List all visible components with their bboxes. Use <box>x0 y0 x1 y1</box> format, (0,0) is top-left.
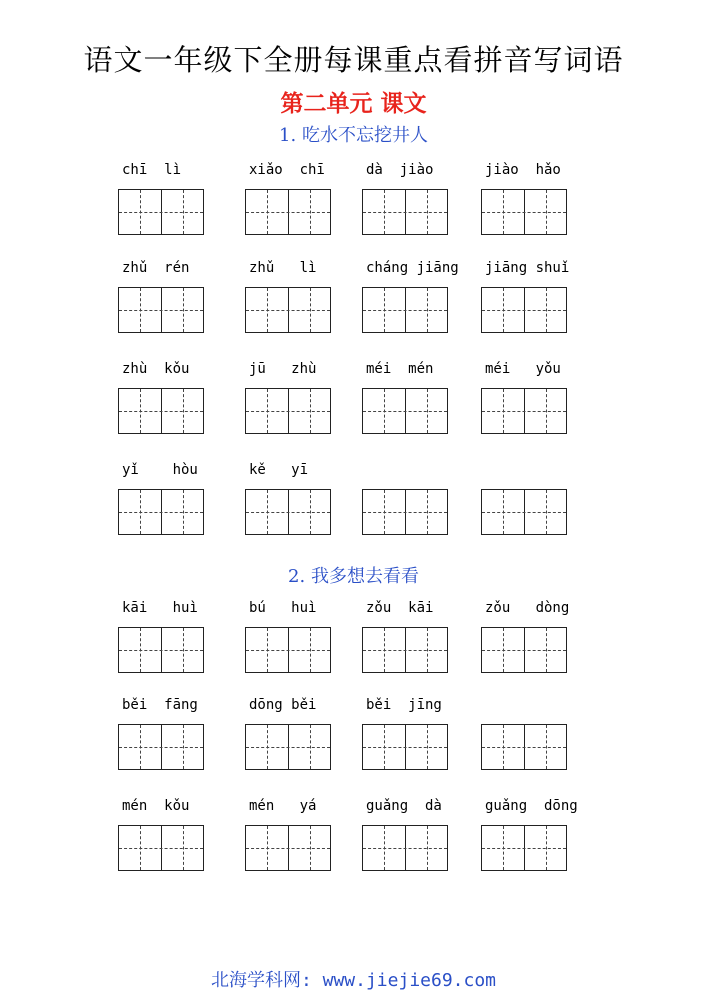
grid-guide <box>246 411 330 412</box>
grid-guide <box>267 389 268 433</box>
grid-guide <box>310 826 311 870</box>
grid-guide <box>140 628 141 672</box>
grid-guide <box>183 725 184 769</box>
grid-guide <box>384 725 385 769</box>
grid-guide <box>503 288 504 332</box>
grid-guide <box>546 490 547 534</box>
grid-guide <box>310 190 311 234</box>
grid-guide <box>363 650 447 651</box>
writing-grid[interactable] <box>481 189 567 235</box>
grid-guide <box>482 512 566 513</box>
grid-guide <box>119 310 203 311</box>
pinyin-label: mén kǒu <box>122 798 190 814</box>
grid-guide <box>246 212 330 213</box>
pinyin-label: běi fāng <box>122 697 198 713</box>
grid-guide <box>546 190 547 234</box>
grid-guide <box>427 490 428 534</box>
grid-guide <box>427 190 428 234</box>
grid-guide <box>384 288 385 332</box>
grid-guide <box>246 747 330 748</box>
grid-guide <box>310 490 311 534</box>
pinyin-label: chī lì <box>122 162 182 178</box>
grid-guide <box>427 288 428 332</box>
grid-guide <box>546 826 547 870</box>
grid-guide <box>140 490 141 534</box>
writing-grid[interactable] <box>118 287 204 333</box>
grid-guide <box>267 190 268 234</box>
unit-heading: 第二单元 课文 <box>280 90 427 117</box>
grid-guide <box>119 848 203 849</box>
grid-guide <box>503 190 504 234</box>
grid-guide <box>119 650 203 651</box>
pinyin-label: jiào hǎo <box>485 162 561 178</box>
grid-guide <box>503 826 504 870</box>
writing-grid[interactable] <box>245 388 331 434</box>
grid-guide <box>363 747 447 748</box>
grid-guide <box>183 389 184 433</box>
writing-grid[interactable] <box>362 189 448 235</box>
pinyin-label: méi mén <box>366 361 434 377</box>
grid-guide <box>503 628 504 672</box>
writing-grid[interactable] <box>362 388 448 434</box>
grid-guide <box>363 212 447 213</box>
pinyin-label: cháng jiāng <box>366 260 459 276</box>
grid-guide <box>310 725 311 769</box>
writing-grid[interactable] <box>481 724 567 770</box>
writing-grid[interactable] <box>245 489 331 535</box>
writing-grid[interactable] <box>481 627 567 673</box>
grid-guide <box>310 628 311 672</box>
grid-guide <box>267 826 268 870</box>
grid-guide <box>310 389 311 433</box>
pinyin-label: guǎng dōng <box>485 798 578 814</box>
pinyin-label: mén yá <box>249 798 317 814</box>
grid-guide <box>363 512 447 513</box>
grid-guide <box>140 826 141 870</box>
writing-grid[interactable] <box>118 189 204 235</box>
grid-guide <box>503 490 504 534</box>
writing-grid[interactable] <box>118 724 204 770</box>
grid-guide <box>384 389 385 433</box>
grid-guide <box>384 628 385 672</box>
grid-guide <box>546 288 547 332</box>
grid-guide <box>140 190 141 234</box>
grid-guide <box>183 190 184 234</box>
writing-grid[interactable] <box>362 724 448 770</box>
grid-guide <box>546 389 547 433</box>
pinyin-label: zhǔ rén <box>122 260 190 276</box>
writing-grid[interactable] <box>481 287 567 333</box>
writing-grid[interactable] <box>481 388 567 434</box>
pinyin-label: jū zhù <box>249 361 317 377</box>
grid-guide <box>267 288 268 332</box>
grid-guide <box>119 747 203 748</box>
grid-guide <box>119 512 203 513</box>
pinyin-label: zǒu dòng <box>485 600 570 616</box>
pinyin-label: kě yī <box>249 462 309 478</box>
grid-guide <box>140 288 141 332</box>
pinyin-label: bú huì <box>249 600 317 616</box>
grid-guide <box>427 389 428 433</box>
grid-guide <box>363 310 447 311</box>
grid-guide <box>363 848 447 849</box>
writing-grid[interactable] <box>118 825 204 871</box>
writing-grid[interactable] <box>118 388 204 434</box>
writing-grid[interactable] <box>245 724 331 770</box>
pinyin-label: jiāng shuǐ <box>485 260 570 276</box>
pinyin-label: běi jīng <box>366 697 442 713</box>
grid-guide <box>119 411 203 412</box>
grid-guide <box>482 310 566 311</box>
grid-guide <box>482 848 566 849</box>
pinyin-label: zhù kǒu <box>122 361 190 377</box>
pinyin-label: zhǔ lì <box>249 260 317 276</box>
grid-guide <box>246 650 330 651</box>
grid-guide <box>384 826 385 870</box>
pinyin-label: méi yǒu <box>485 361 561 377</box>
grid-guide <box>503 389 504 433</box>
pinyin-label: dōng běi <box>249 697 317 713</box>
lesson-title: 1. 吃水不忘挖井人 <box>279 125 428 146</box>
grid-guide <box>310 288 311 332</box>
writing-grid[interactable] <box>118 627 204 673</box>
grid-guide <box>427 628 428 672</box>
pinyin-label: yǐ hòu <box>122 462 198 478</box>
page-title: 语文一年级下全册每课重点看拼音写词语 <box>83 43 624 77</box>
grid-guide <box>267 628 268 672</box>
grid-guide <box>384 190 385 234</box>
writing-grid[interactable] <box>362 489 448 535</box>
grid-guide <box>267 490 268 534</box>
grid-guide <box>183 826 184 870</box>
grid-guide <box>246 848 330 849</box>
grid-guide <box>267 725 268 769</box>
writing-grid[interactable] <box>362 825 448 871</box>
grid-guide <box>183 628 184 672</box>
grid-guide <box>384 490 385 534</box>
grid-guide <box>140 389 141 433</box>
writing-grid[interactable] <box>245 287 331 333</box>
writing-grid[interactable] <box>362 627 448 673</box>
pinyin-label: guǎng dà <box>366 798 442 814</box>
grid-guide <box>427 725 428 769</box>
footer-text[interactable]: 北海学科网: www.jiejie69.com <box>210 970 497 991</box>
pinyin-label: kāi huì <box>122 600 198 616</box>
grid-guide <box>183 490 184 534</box>
writing-grid[interactable] <box>245 825 331 871</box>
grid-guide <box>427 826 428 870</box>
writing-grid[interactable] <box>118 489 204 535</box>
writing-grid[interactable] <box>481 825 567 871</box>
writing-grid[interactable] <box>481 489 567 535</box>
grid-guide <box>183 288 184 332</box>
grid-guide <box>482 747 566 748</box>
grid-guide <box>363 411 447 412</box>
grid-guide <box>482 411 566 412</box>
pinyin-label: zǒu kāi <box>366 600 434 616</box>
grid-guide <box>246 310 330 311</box>
grid-guide <box>546 628 547 672</box>
pinyin-label: dà jiào <box>366 162 434 178</box>
grid-guide <box>246 512 330 513</box>
grid-guide <box>546 725 547 769</box>
writing-grid[interactable] <box>245 189 331 235</box>
grid-guide <box>119 212 203 213</box>
writing-grid[interactable] <box>245 627 331 673</box>
writing-grid[interactable] <box>362 287 448 333</box>
grid-guide <box>140 725 141 769</box>
grid-guide <box>482 650 566 651</box>
lesson-title: 2. 我多想去看看 <box>288 566 419 587</box>
grid-guide <box>482 212 566 213</box>
pinyin-label: xiǎo chī <box>249 162 325 178</box>
grid-guide <box>503 725 504 769</box>
